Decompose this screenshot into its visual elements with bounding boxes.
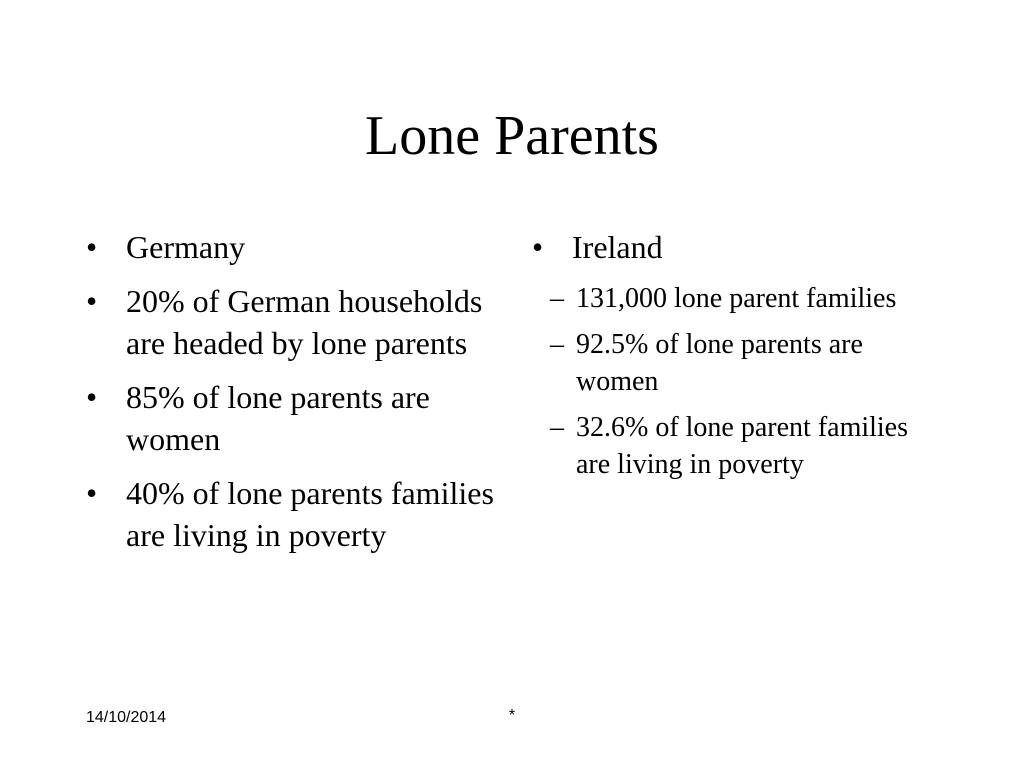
bullet-marker: • [86, 379, 98, 415]
bullet-marker: • [532, 229, 544, 265]
bullet-text: 20% of German households are headed by lone parents [126, 283, 483, 361]
sub-bullet-text: 32.6% of lone parent families are living in poverty [576, 412, 909, 480]
ireland-sub-list [492, 280, 942, 483]
sub-bullet-marker: – [550, 329, 564, 360]
bullet-marker: • [86, 283, 98, 319]
bullet-germany-poverty [86, 472, 506, 556]
left-column [86, 226, 506, 568]
footer-date: 14/10/2014 [86, 709, 167, 726]
sub-bullet-women [492, 326, 942, 400]
bullet-marker: • [86, 475, 98, 511]
sub-bullet-text: 131,000 lone parent families [576, 283, 897, 314]
bullet-text: Germany [126, 229, 246, 265]
bullet-text: 85% of lone parents are women [126, 379, 430, 457]
slide-title: Lone Parents [365, 105, 659, 167]
bullet-germany-households [86, 280, 506, 364]
sub-bullet-marker: – [550, 412, 564, 443]
bullet-ireland [532, 226, 942, 268]
sub-bullet-poverty [492, 409, 942, 483]
bullet-germany-women [86, 376, 506, 460]
sub-bullet-text: 92.5% of lone parents are women [576, 329, 863, 397]
sub-bullet-marker: – [550, 283, 564, 314]
footer-page-marker: * [508, 707, 516, 724]
right-column [532, 226, 942, 492]
bullet-text: 40% of lone parents families are living in poverty [126, 475, 494, 553]
sub-bullet-families [492, 280, 942, 317]
bullet-text: Ireland [572, 229, 663, 265]
bullet-germany [86, 226, 506, 268]
bullet-marker: • [86, 229, 98, 265]
ireland-sub-list-wrapper [532, 280, 942, 483]
